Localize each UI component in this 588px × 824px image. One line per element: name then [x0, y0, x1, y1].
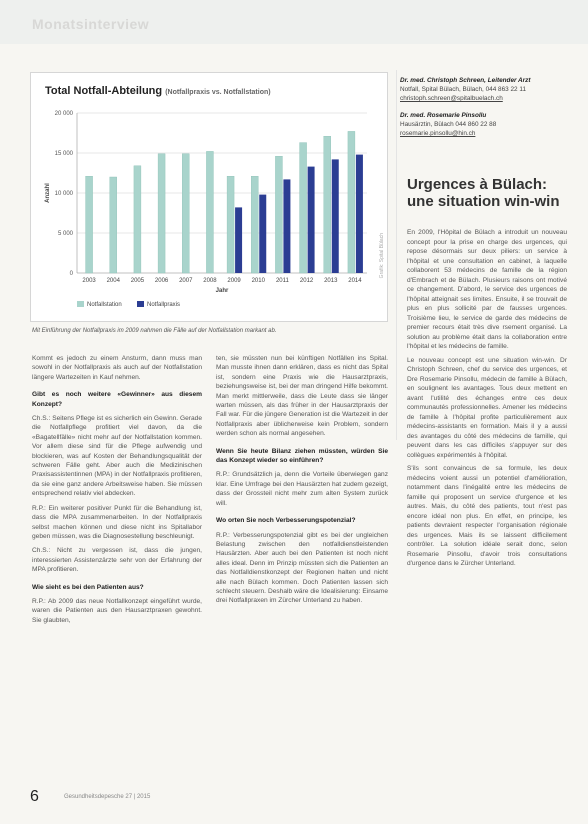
section-title: Monatsinterview	[32, 16, 150, 32]
article-column-2	[216, 354, 388, 611]
x-tick-label: 2014	[348, 278, 362, 284]
french-title: Urgences à Bülach: une situation win-win	[407, 176, 560, 210]
page-number: 6	[30, 788, 39, 805]
paragraph: ten, sie müssten nun bei künftigen Notfällen ins Spital. Man musste ihnen dann erklären, dass es nicht das Spital ist, sondern eine Praxis wie die Hausarztpraxis, beziehungsweise ist, bei der man dringend Hilfe bekommt. Man merkt mittlerweile, dass die Leute dass sie länger warten müssen, als das früher in der Hausarztpraxis der Fall war. Für die jüngere Generation ist die Wartezeit in der Notfallpraxis aber üblicherweise kein Problem, sondern werden schon als normal angesehen.	[216, 355, 389, 438]
footer-text: Gesundheitsdepesche 27 | 2015	[64, 794, 151, 800]
chart-caption: Mit Einführung der Notfallpraxis im 2009 nahmen die Fälle auf der Notfallstation markant ab.	[32, 328, 277, 334]
contact-name: Dr. med. Rosemarie Pinsollu	[400, 112, 487, 119]
bar-notfallstation	[206, 151, 213, 273]
x-tick-label: 2007	[179, 278, 193, 284]
contact-email-link[interactable]: christoph.schreen@spitalbuelach.ch	[400, 95, 503, 102]
contact-2	[400, 111, 560, 138]
question-heading: Wo orten Sie noch Verbesserungspotenzial?	[216, 517, 356, 525]
chart-title-main: Total Notfall-Abteilung	[45, 85, 163, 97]
legend-swatch	[137, 301, 144, 307]
bar-notfallpraxis	[332, 159, 339, 273]
x-tick-label: 2011	[275, 278, 289, 284]
x-tick-label: 2006	[154, 278, 169, 284]
x-tick-label: 2004	[106, 278, 120, 284]
contact-address: Hausärztin, Bülach 044 860 22 88	[400, 121, 497, 128]
bar-notfallstation	[348, 131, 355, 273]
french-body	[407, 228, 567, 573]
contact-name: Dr. med. Christoph Schreen, Leitender Arzt	[400, 77, 531, 84]
paragraph: S'ils sont convaincus de sa formule, les deux médecins voient aussi un potentiel d'amélioration, notamment dans l'inégalité entre les médecins de famille qui proposent un service d'urgence et les autres. Mais, du côté des patients, tout n'est pas encore idéal non plus. En effet, en principe, les patients devraient respecter l'organisation régionale des urgences. Mais ils se laissent difficilement contrôler. La solution idéale serait donc, selon Rosemarie Pinsollu, d'avoir trois consultations d'urgence dans le Zürcher Unterland.	[407, 465, 567, 567]
bar-notfallstation	[158, 154, 165, 273]
bar-notfallstation	[134, 166, 141, 273]
bar-notfallstation	[275, 156, 282, 273]
x-axis-label: Jahr	[215, 288, 229, 294]
paragraph: Le nouveau concept est une situation win-win. Dr Christoph Schreen, chef du service des urgences, et Dre Rosemarie Pinsollu, médecin de famille à Bülach, en soulignent les avantages. Tous deux mettent en avant l'utilité des échanges entre ces deux communautés professionnelles. Amener les médecins de famille à l'hôpital profite particulièrement aux médecins-assistants en formation. Mais il y a aussi des avantages du côté des médecins de famille, qui peuvent dans les cas difficiles s'appuyer sur des collègues expérimentés à l'hôpital.	[407, 356, 567, 459]
bar-notfallstation	[110, 177, 117, 273]
legend-swatch	[77, 301, 84, 307]
column-divider	[396, 70, 397, 440]
y-tick-label: 0	[69, 271, 73, 277]
bar-notfallstation	[251, 176, 258, 273]
question-heading: Gibt es noch weitere «Gewinner» aus diesem Konzept?	[32, 391, 202, 408]
x-tick-label: 2012	[299, 278, 314, 284]
bar-notfallpraxis	[283, 179, 290, 273]
y-tick-label: 5 000	[57, 231, 73, 237]
paragraph: Ch.S.: Nicht zu vergessen ist, dass die jungen, interessierten Assistenzärzte sehr von der Erfahrung der MPA profitieren.	[32, 547, 202, 574]
legend-label: Notfallpraxis	[147, 302, 181, 308]
bar-notfallpraxis	[235, 207, 242, 273]
x-tick-label: 2013	[324, 278, 338, 284]
x-tick-label: 2005	[130, 278, 145, 284]
bar-notfallpraxis	[259, 195, 266, 273]
bar-notfallstation	[324, 136, 331, 273]
paragraph: Kommt es jedoch zu einem Ansturm, dann muss man sowohl in der Notfallpraxis als auch auf der Notfallstation längere Wartezeiten in Kauf nehmen.	[32, 355, 202, 381]
bar-notfallpraxis	[356, 155, 363, 273]
y-axis-label: Anzahl	[45, 183, 51, 203]
paragraph: R.P.: Grundsätzlich ja, denn die Vorteile überwiegen ganz klar. Eine Umfrage bei den Hausärzten hat zudem gezeigt, dass der Grossteil nicht mehr zum alten System zurück will.	[216, 471, 388, 507]
bar-notfallstation	[227, 176, 234, 273]
article-column-1	[32, 354, 202, 630]
contact-1	[400, 76, 560, 103]
x-tick-label: 2003	[82, 278, 96, 284]
chart-container	[30, 72, 388, 322]
paragraph: R.P.: Verbesserungspotenzial gibt es bei der ungleichen Belastung zwischen den notfalldienstleistenden Hausärzten. Aber auch bei den Patienten ist noch nicht alles ideal. Denn im Prinzip müssten sich die Patienten an das Notfalldienstkonzept der Regionen halten und nicht alle nach Bülach kommen. Doch Patienten lassen sich schlecht steuern. Deshalb wäre die Idealisierung: Einsame drei Notfallpraxen im Zürcher Unterland zu haben.	[216, 531, 388, 605]
chart-source-label: Grafik: Spital Bülach	[379, 233, 385, 279]
question-heading: Wie sieht es bei den Patienten aus?	[32, 583, 144, 591]
legend-label: Notfallstation	[87, 302, 122, 308]
x-tick-label: 2009	[227, 278, 241, 284]
paragraph: Ch.S.: Seitens Pflege ist es sicherlich ein Gewinn. Gerade die Notfallpflege profitiert viel davon, da die «Bagatellfälle» nicht mehr auf der Notfallstation kommen. Vor allem diese sind für die Pflege aufwendig und blockieren, was auf Kosten der Behandlungsqualität der schweren Fälle geht. Aber auch die Medizinischen Praxisassistentinnen (MPA) in der Notfallpraxis profitieren, da sie eine ganz andere Arbeitsweise haben. Sie müssen entsprechend relativ viel abdecken.	[32, 415, 202, 498]
bar-chart	[31, 73, 387, 321]
contact-box	[400, 76, 560, 146]
contact-address: Notfall, Spital Bülach, Bülach, 044 863 22 11	[400, 86, 527, 93]
y-tick-label: 15 000	[54, 151, 73, 157]
question-heading: Wenn Sie heute Bilanz ziehen müssten, würden Sie das Konzept wieder so einführen?	[216, 447, 388, 465]
bar-notfallstation	[300, 143, 307, 273]
contact-email-link[interactable]: rosemarie.pinsollu@hin.ch	[400, 130, 476, 137]
x-tick-label: 2008	[203, 278, 217, 284]
bar-notfallstation	[86, 176, 93, 273]
paragraph: En 2009, l'Hôpital de Bülach a introduit un nouveau concept pour la prise en charge des urgences, qui repose désormais sur deux piliers: un service à l'hôpital et une consultation en cabinet, à laquelle collaborent 53 médecins de famille de la région d'Embrach et de Bülach. Plusieurs raisons ont motivé ce changement. D'abord, le service des urgences de l'hôpital atteignait ses limites. Ensuite, il se trouvait de plus en plus sollicité par de fausses urgences. Troisième lieu, le service de garde des médecins de premier recours était très dive rsement organisé. La solution au problème était dans la collaboration entre l'hôpital et les médecins de famille.	[407, 229, 567, 350]
paragraph: R.P.: Ein weiterer positiver Punkt für die Behandlung ist, dass die MPA zusammenarbeiten. In der Notfallpraxis selbst machen können und diese nicht ins Spitallabor geben müssen, was die Diagnosestellung beschleunigt.	[32, 504, 202, 540]
chart-subtitle: (Notfallpraxis vs. Notfallstation)	[165, 89, 271, 96]
y-tick-label: 10 000	[54, 191, 73, 197]
paragraph: R.P.: Ab 2009 das neue Notfallkonzept eingeführt wurde, waren die Patienten aus den Hausarztpraxen gewohnt. Sie glaubten,	[32, 597, 202, 624]
x-tick-label: 2010	[251, 278, 265, 284]
bar-notfallpraxis	[308, 167, 315, 273]
bar-notfallstation	[182, 154, 189, 273]
y-tick-label: 20 000	[54, 111, 73, 117]
